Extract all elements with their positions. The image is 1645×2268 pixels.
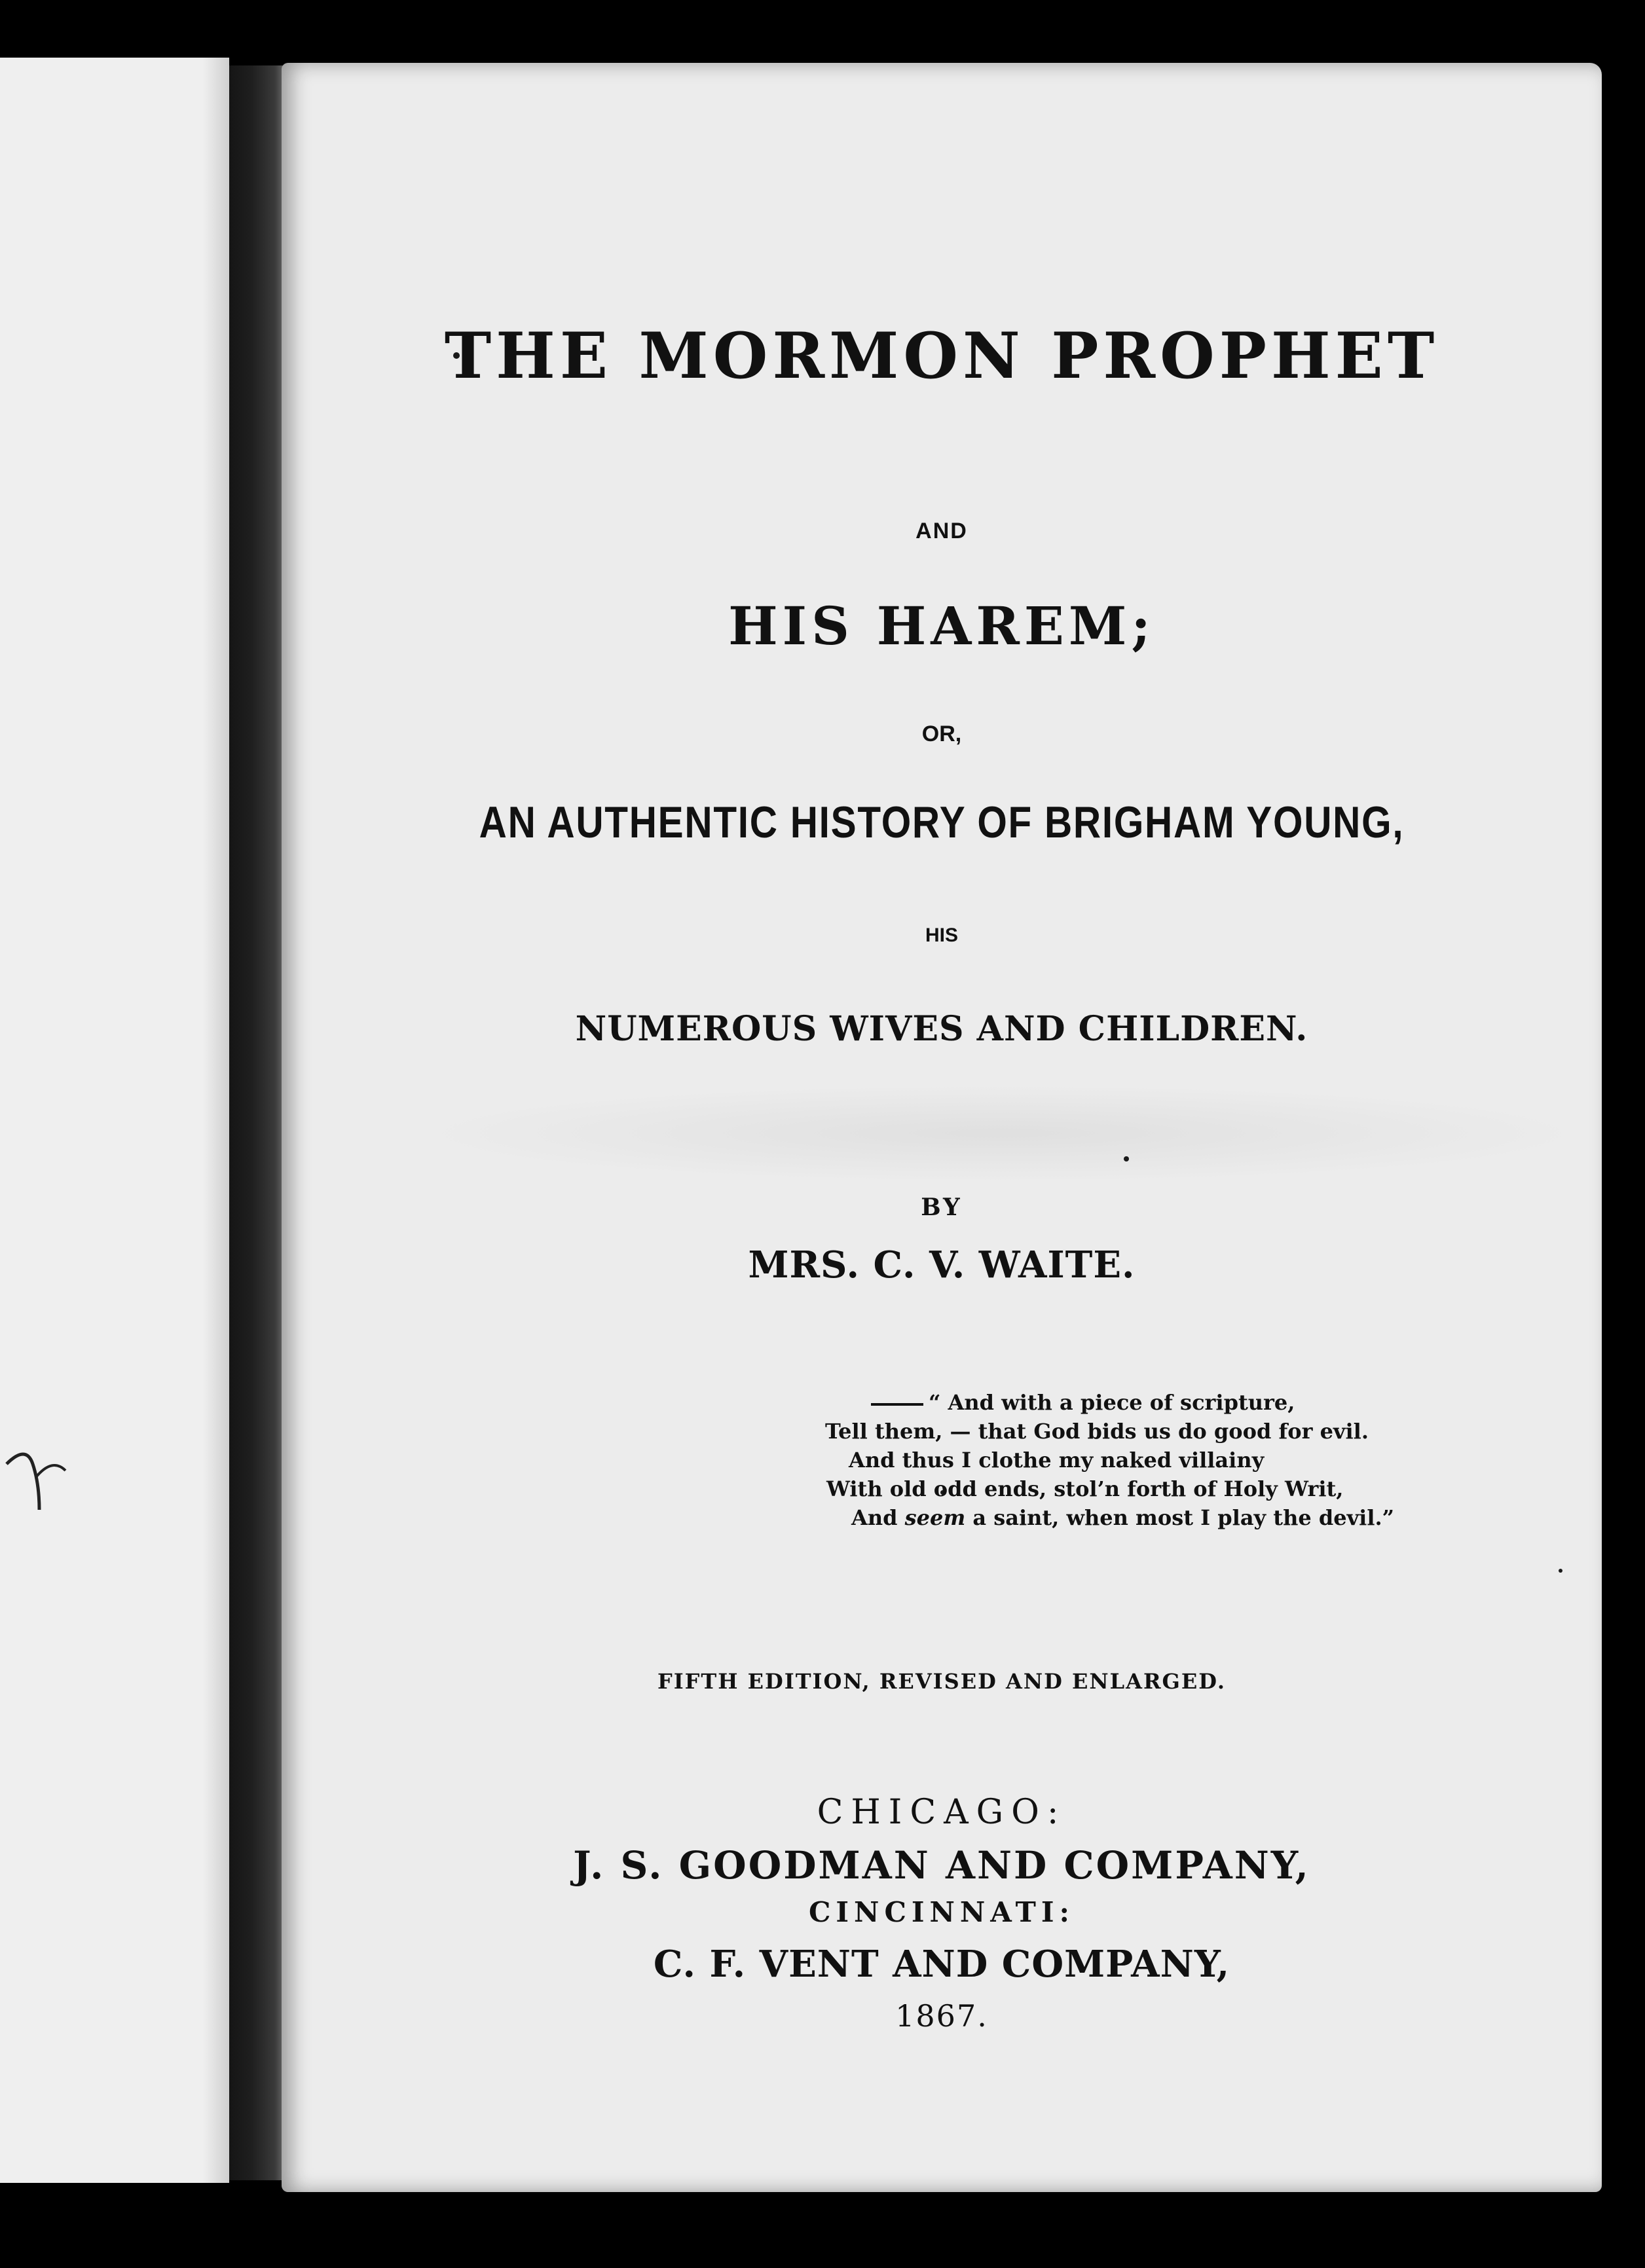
- conjunction-his: HIS: [925, 924, 958, 946]
- conjunction-or: OR,: [921, 722, 962, 746]
- epigraph-line-1: [871, 1392, 1295, 1413]
- imprint-publisher-1: J. S. GOODMAN AND COMPANY,: [573, 1843, 1310, 1888]
- epigraph-line-2: Tell them, — that God bids us do good for evil.: [825, 1419, 1369, 1444]
- subtitle: AN AUTHENTIC HISTORY OF BRIGHAM YOUNG,: [479, 797, 1405, 847]
- bleed-through: [413, 1084, 1591, 1182]
- epigraph-line-3: And thus I clothe my naked villainy: [849, 1448, 1265, 1472]
- edition-note: FIFTH EDITION, REVISED AND ENLARGED.: [657, 1669, 1226, 1694]
- em-dash-rule: [871, 1403, 923, 1406]
- epigraph-line-5: [851, 1507, 1394, 1528]
- author-name: MRS. C. V. WAITE.: [748, 1243, 1136, 1287]
- imprint-city-2: CINCINNATI:: [808, 1896, 1075, 1928]
- by-label: BY: [921, 1194, 963, 1221]
- imprint-city-1: CHICAGO:: [817, 1793, 1067, 1832]
- epigraph-text-1: “ And with a piece of scripture,: [929, 1390, 1295, 1415]
- ink-speck: [1124, 1156, 1129, 1161]
- epigraph-line-4: With old odd ends, stol’n forth of Holy Writ,: [826, 1476, 1344, 1501]
- facing-page-left: [0, 58, 229, 2183]
- ink-speck: [1559, 1569, 1562, 1573]
- main-title: THE MORMON PROPHET: [444, 319, 1439, 393]
- imprint-publisher-2: C. F. VENT AND COMPANY,: [653, 1943, 1230, 1986]
- title-page: [282, 63, 1602, 2192]
- main-title-line2: HIS HAREM;: [728, 595, 1155, 657]
- epigraph-text-5a: And: [851, 1505, 905, 1530]
- page-edge-shadow: [203, 58, 229, 2183]
- conjunction-and: AND: [915, 519, 968, 543]
- epigraph-emphasis: seem: [904, 1505, 966, 1530]
- handwriting-mark: [0, 1438, 79, 1523]
- subtitle-line2: NUMEROUS WIVES AND CHILDREN.: [575, 1009, 1308, 1049]
- epigraph-text-5b: a saint, when most I play the devil.”: [965, 1505, 1395, 1530]
- imprint-year: 1867.: [895, 1998, 988, 2034]
